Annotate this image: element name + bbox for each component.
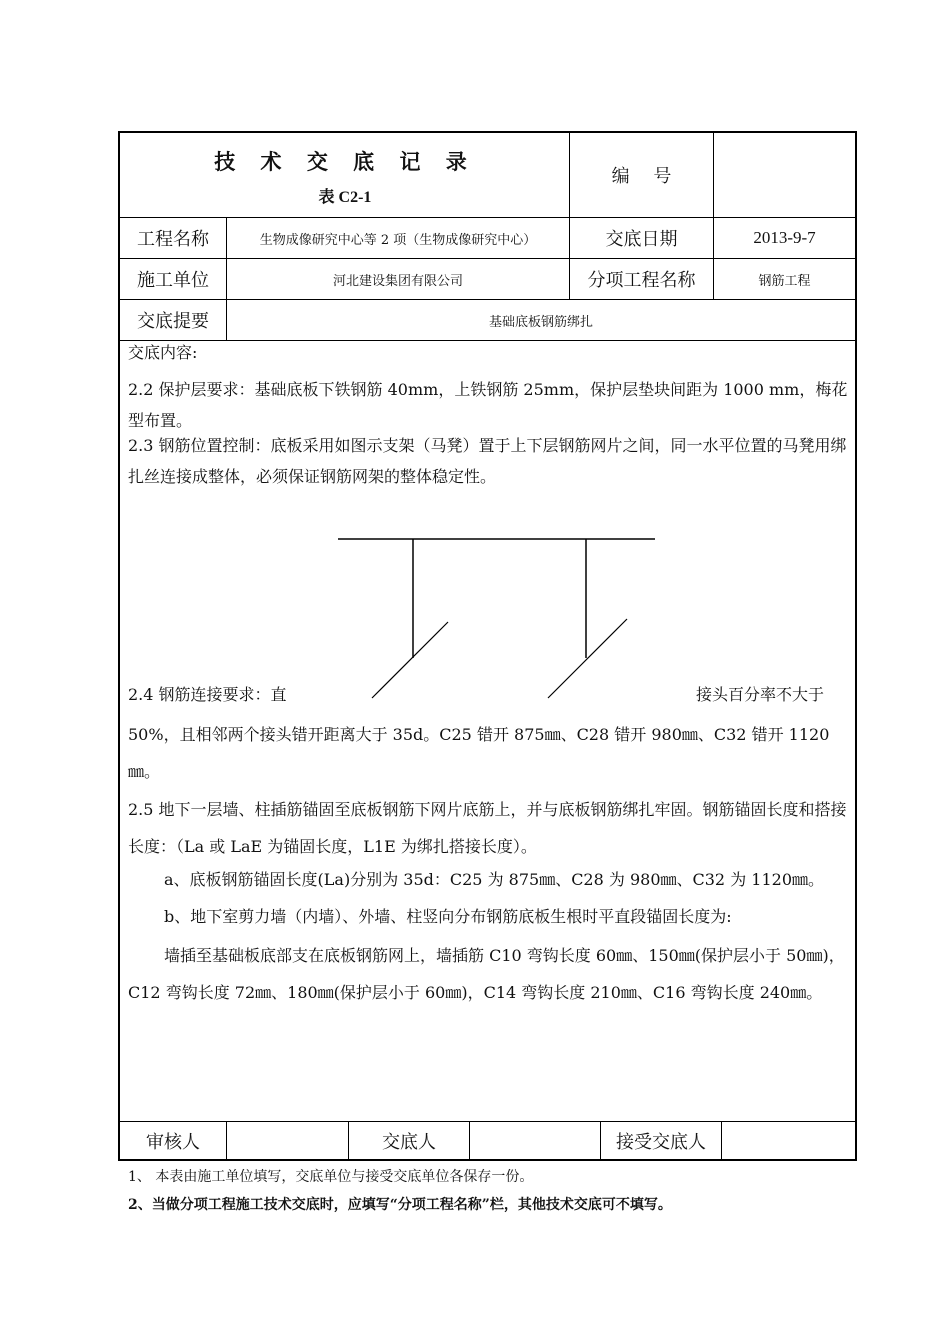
paragraph-connection-right: 接头百分率不大于 bbox=[696, 685, 825, 704]
project-name-value[interactable]: 生物成像研究中心等 2 项（生物成像研究中心） bbox=[259, 232, 537, 248]
summary-label: 交底提要 bbox=[137, 311, 209, 332]
paragraph-connection-cont: 50%，且相邻两个接头错开距离大于 35d。C25 错开 875㎜、C28 错开 980㎜、C32 错开 1120㎜。 bbox=[128, 725, 830, 781]
footnote-2: 2、当做分项工程施工技术交底时，应填写“分项工程名称”栏，其他技术交底可不填写。 bbox=[128, 1197, 672, 1213]
content-section-6 bbox=[128, 902, 850, 932]
content-heading-block bbox=[128, 338, 850, 368]
paragraph-wall-dowels: 墙插至基础板底部支在底板钢筋网上，墙插筋 C10 弯钩长度 60㎜、150㎜(保护层小于 50㎜)，C12 弯钩长度 72㎜、180㎜(保护层小于 60㎜)，C14 弯钩长度 210㎜、C16 弯钩长度 240㎜。 bbox=[128, 946, 845, 1002]
reviewer-label: 审核人 bbox=[146, 1132, 200, 1153]
paragraph-anchorage-b: b、地下室剪力墙（内墙）、外墙、柱竖向分布钢筋底板生根时平直段锚固长度为: bbox=[164, 907, 732, 926]
project-name-label: 工程名称 bbox=[137, 229, 209, 250]
discloser-label: 交底人 bbox=[382, 1132, 436, 1153]
content-section-3b bbox=[128, 716, 850, 790]
contractor-label: 施工单位 bbox=[137, 270, 209, 291]
number-field[interactable] bbox=[714, 133, 855, 217]
sub-project-label: 分项工程名称 bbox=[587, 270, 696, 291]
paragraph-anchorage-a: a、底板钢筋锚固长度(La)分别为 35d：C25 为 875㎜、C28 为 980㎜、C32 为 1120㎜。 bbox=[164, 870, 824, 889]
contractor-value[interactable]: 河北建设集团有限公司 bbox=[332, 273, 463, 289]
paragraph-anchorage: 2.5 地下一层墙、柱插筋锚固至底板钢筋下网片底筋上，并与底板钢筋绑扎牢固。钢筋锚固长度和搭接长度：（La 或 LaE 为锚固长度，L1E 为绑扎搭接长度）。 bbox=[128, 800, 847, 856]
summary-value[interactable]: 基础底板钢筋绑扎 bbox=[488, 314, 593, 330]
rebar-chair-diagram bbox=[330, 530, 660, 705]
number-label: 编 号 bbox=[611, 166, 672, 187]
date-value[interactable]: 2013-9-7 bbox=[753, 228, 816, 247]
paragraph-connection-start: 2.4 钢筋连接要求：直 bbox=[128, 685, 287, 704]
receiver-label: 接受交底人 bbox=[616, 1132, 706, 1153]
footnote-1: 1、 本表由施工单位填写，交底单位与接受交底单位各保存一份。 bbox=[128, 1169, 534, 1185]
discloser-field[interactable] bbox=[470, 1122, 600, 1160]
form-number: 表 C2-1 bbox=[318, 188, 372, 206]
receiver-field[interactable] bbox=[722, 1122, 855, 1160]
date-label: 交底日期 bbox=[605, 229, 678, 250]
content-heading: 交底内容: bbox=[128, 343, 198, 362]
content-section-7 bbox=[128, 937, 850, 1011]
content-section-1 bbox=[128, 374, 850, 436]
sub-project-value[interactable]: 钢筋工程 bbox=[758, 273, 811, 289]
content-section-4 bbox=[128, 791, 850, 865]
content-section-5 bbox=[128, 865, 850, 895]
content-section-2 bbox=[128, 430, 850, 492]
reviewer-field[interactable] bbox=[227, 1122, 348, 1160]
paragraph-position-control: 2.3 钢筋位置控制：底板采用如图示支架（马凳）置于上下层钢筋网片之间，同一水平位置的马凳用绑扎丝连接成整体，必须保证钢筋网架的整体稳定性。 bbox=[128, 436, 847, 486]
form-title: 技 术 交 底 记 录 bbox=[214, 149, 476, 174]
paragraph-cover-requirement: 2.2 保护层要求：基础底板下铁钢筋 40mm，上铁钢筋 25mm，保护层垫块间距为 1000 mm，梅花型布置。 bbox=[128, 380, 848, 430]
